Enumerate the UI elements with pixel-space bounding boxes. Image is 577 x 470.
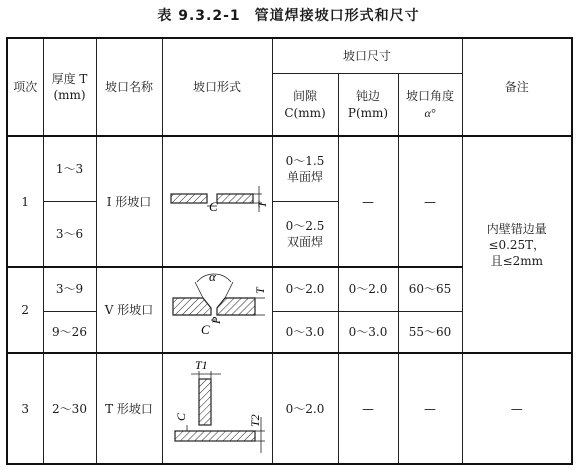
remark-shared [462, 136, 572, 353]
row1b-gap-value: 0～2.5 [285, 218, 325, 233]
header-gap [272, 73, 338, 136]
row1-diagram [162, 136, 272, 267]
row1-index: 1 [7, 136, 43, 267]
row-3 [7, 353, 572, 464]
row1b-gap-note: 双面焊 [286, 235, 323, 250]
header-row-1 [7, 38, 572, 73]
header-groove-form: 坡口形式 [162, 38, 272, 136]
row3-remark: — [462, 353, 572, 464]
header-remarks: 备注 [462, 38, 572, 136]
row1-name: I 形坡口 [96, 136, 162, 267]
header-blunt [338, 73, 398, 136]
remark-line1: 内壁错边量 [486, 221, 547, 236]
i-groove-diagram [165, 160, 269, 240]
row1b-gap [272, 202, 338, 267]
table-number: 表 9.3.2-1 [157, 8, 241, 24]
t-groove-diagram [165, 357, 269, 457]
angle-label: α [209, 269, 216, 285]
groove-table [6, 37, 573, 465]
angle-ext-right [225, 282, 233, 298]
row2a-thickness: 3～9 [43, 267, 96, 311]
header-gap-unit: C(mm) [284, 105, 326, 120]
row3-gap: 0～2.0 [272, 353, 338, 464]
header-angle [398, 73, 462, 136]
row2a-blunt: 0～2.0 [338, 267, 398, 311]
left-plate [173, 298, 211, 315]
remark-line2: ≤0.25T， [488, 237, 546, 252]
row3-name: T 形坡口 [96, 353, 162, 464]
header-gap-label: 间隙 [292, 89, 317, 104]
vertical-plate [199, 379, 211, 425]
row1a-gap-note: 单面焊 [286, 170, 323, 185]
row2-name: V 形坡口 [96, 267, 162, 354]
t2-label: T2 [248, 413, 262, 427]
gap-label: C [174, 412, 188, 421]
base-plate [175, 431, 255, 441]
thickness-label: T [255, 200, 269, 208]
row2b-thickness: 9～26 [43, 311, 96, 353]
gap-label: C [209, 198, 218, 214]
header-blunt-label: 钝边 [355, 89, 380, 104]
row1a-gap [272, 136, 338, 201]
header-thickness-label: 厚度 T [51, 72, 88, 87]
remark-line3: 且≤2mm [490, 254, 543, 269]
row1a-gap-value: 0～1.5 [285, 154, 325, 169]
row3-diagram [162, 353, 272, 464]
header-thickness [43, 38, 96, 136]
right-plate [217, 194, 253, 203]
table-caption: 管道焊接坡口形式和尺寸 [254, 8, 420, 24]
row2b-gap: 0～3.0 [272, 311, 338, 353]
left-plate [171, 194, 207, 203]
row1a-thickness: 1～3 [43, 136, 96, 201]
row1-blunt: — [338, 136, 398, 267]
row3-index: 3 [7, 353, 43, 464]
row2-index: 2 [7, 267, 43, 354]
header-angle-label: 坡口角度 [406, 89, 455, 104]
row2b-blunt: 0～3.0 [338, 311, 398, 353]
header-groove-name: 坡口名称 [96, 38, 162, 136]
row3-blunt: — [338, 353, 398, 464]
row2a-angle: 60～65 [398, 267, 462, 311]
row1-angle: — [398, 136, 462, 267]
header-thickness-unit: (mm) [53, 88, 86, 103]
thickness-label: T [253, 287, 267, 295]
v-groove-diagram [165, 268, 269, 348]
right-plate [217, 298, 255, 315]
table-title [0, 0, 577, 30]
angle-ext-left [195, 282, 203, 298]
row-1a [7, 136, 572, 201]
blunt-label: P [209, 316, 223, 325]
row1b-thickness: 3～6 [43, 202, 96, 267]
row2b-angle: 55～60 [398, 311, 462, 353]
header-index: 项次 [7, 38, 43, 136]
row3-thickness: 2～30 [43, 353, 96, 464]
gap-label: C [201, 322, 210, 338]
header-angle-unit: α° [424, 105, 436, 120]
row2a-gap: 0～2.0 [272, 267, 338, 311]
row2-diagram [162, 267, 272, 354]
header-blunt-unit: P(mm) [347, 105, 389, 120]
header-groove-size: 坡口尺寸 [272, 38, 462, 73]
t1-label: T1 [195, 357, 208, 372]
row3-angle: — [398, 353, 462, 464]
